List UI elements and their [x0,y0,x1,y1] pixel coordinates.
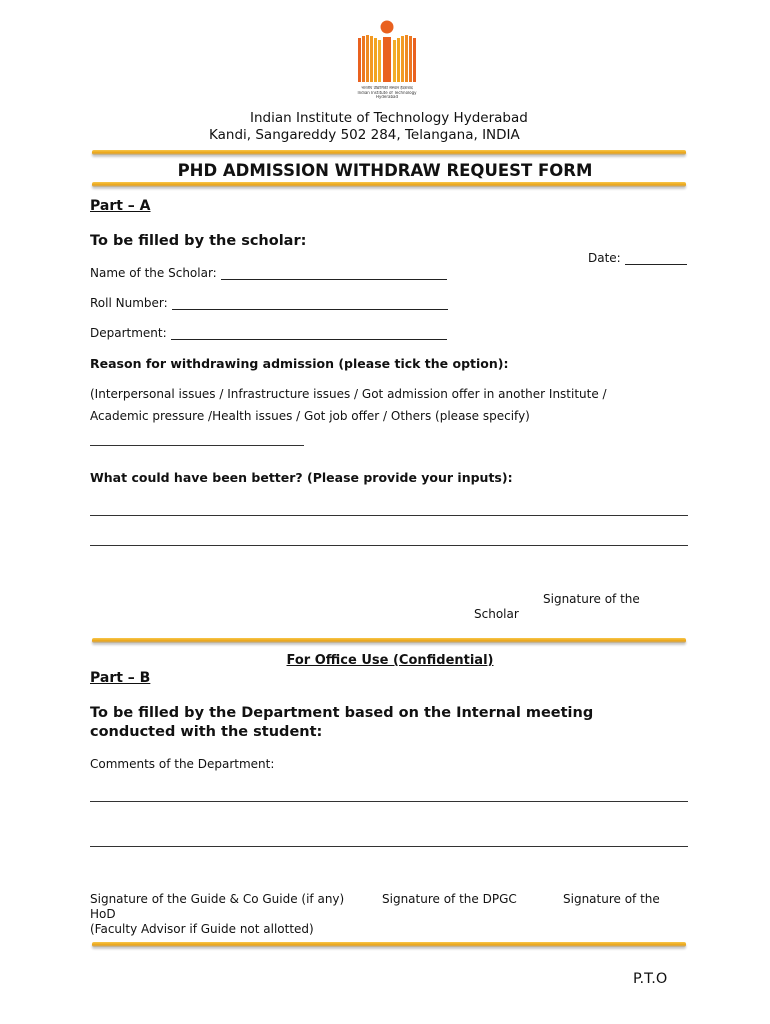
divider-part-b [92,638,686,643]
divider-top [92,150,686,155]
logo-text-english: Indian Institute of Technology [357,90,417,95]
divider-bottom [92,942,686,947]
reason-options-line1: (Interpersonal issues / Infrastructure issues / Got admission offer in another Institute / [90,387,607,401]
logo-text-city: Hyderabad [376,95,398,99]
iith-logo-icon [352,20,422,86]
roll-number-blank[interactable] [172,297,448,310]
date-blank[interactable] [625,252,687,265]
scholar-signature-label-1: Signature of the [543,592,640,606]
better-heading: What could have been better? (Please provide your inputs): [90,470,513,485]
department-field[interactable] [90,326,447,340]
part-b-heading: Part – B [90,670,151,686]
institute-name: Indian Institute of Technology Hyderabad [250,110,528,126]
comments-label: Comments of the Department: [90,757,275,771]
department-blank[interactable] [171,327,447,340]
institute-logo [352,20,422,108]
part-b-subheading-2: conducted with the student: [90,724,323,740]
guide-signature-label: Signature of the Guide & Co Guide (if any) [90,892,345,906]
pto-label: P.T.O [633,971,668,987]
part-a-subheading: To be filled by the scholar: [90,233,307,249]
part-a-heading: Part – A [90,198,151,214]
faculty-advisor-note: (Faculty Advisor if Guide not allotted) [90,922,314,936]
scholar-name-field[interactable] [90,266,447,280]
hod-signature-label-cont: HoD [90,907,116,921]
roll-number-label: Roll Number: [90,296,168,310]
reason-heading: Reason for withdrawing admission (please tick the option): [90,356,509,371]
better-input-line-2[interactable] [90,545,688,546]
institute-address: Kandi, Sangareddy 502 284, Telangana, INDIA [209,127,520,143]
hod-signature-label: Signature of the [563,892,660,906]
scholar-signature-label-2: Scholar [474,607,519,621]
divider-title [92,182,686,187]
dpgc-signature-label: Signature of the DPGC [382,892,517,906]
reason-options-line2: Academic pressure /Health issues / Got job offer / Others (please specify) [90,409,530,423]
date-field[interactable] [588,251,687,265]
form-title: PHD ADMISSION WITHDRAW REQUEST FORM [177,161,593,180]
office-use-heading: For Office Use (Confidential) [286,653,494,668]
scholar-name-blank[interactable] [221,267,447,280]
part-b-subheading-1: To be filled by the Department based on the Internal meeting [90,705,594,721]
better-input-line-1[interactable] [90,515,688,516]
comments-input-line-2[interactable] [90,846,688,847]
reason-other-blank[interactable] [90,445,304,446]
comments-input-line-1[interactable] [90,801,688,802]
logo-text-hindi: भारतीय प्रौद्योगिकी संस्थान हैदराबाद [361,86,413,90]
department-label: Department: [90,326,167,340]
scholar-name-label: Name of the Scholar: [90,266,217,280]
date-label: Date: [588,251,621,265]
roll-number-field[interactable] [90,296,448,310]
